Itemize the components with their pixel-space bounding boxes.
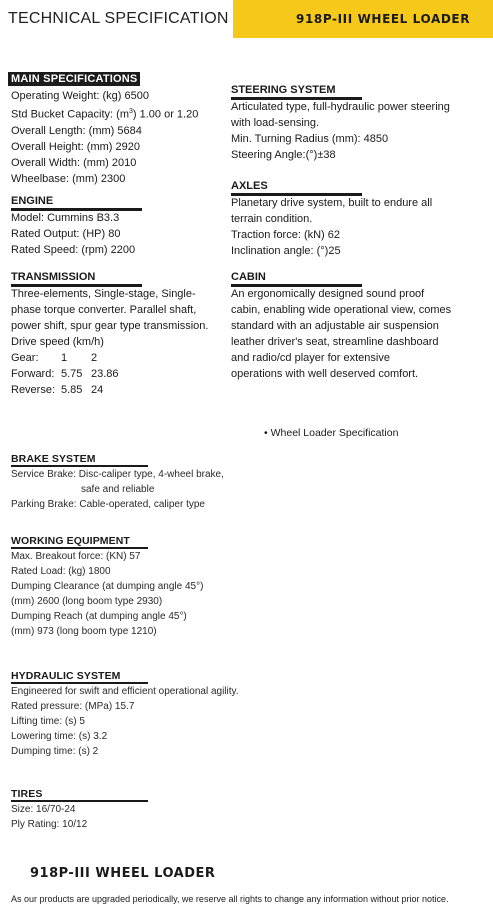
section-bullet	[264, 427, 398, 439]
spec-line: cabin, enabling wide operational view, comes	[231, 304, 452, 316]
spec-line: leather driver's seat, streamline dashboard	[231, 336, 439, 348]
model-name: 918P-III WHEEL LOADER	[296, 12, 471, 26]
spec-line: Service Brake: Disc-caliper type, 4-wheel brake,	[11, 469, 224, 480]
spec-line: Drive speed (km/h)	[11, 336, 104, 348]
gear-cell: 5.75	[61, 368, 83, 380]
spec-line: Rated pressure: (MPa) 15.7	[11, 701, 135, 712]
spec-line: Min. Turning Radius (mm): 4850	[231, 133, 389, 145]
main-specs-heading: MAIN SPECIFICATIONS	[8, 72, 140, 86]
gear-table	[11, 350, 131, 398]
spec-line: Max. Breakout force: (KN) 57	[11, 551, 141, 562]
spec-line: phase torque converter. Parallel shaft,	[11, 304, 197, 316]
spec-line: Parking Brake: Cable-operated, caliper type	[11, 499, 205, 510]
gear-cell: Reverse:	[11, 384, 56, 396]
spec-line: Lifting time: (s) 5	[11, 716, 85, 727]
cabin-heading: CABIN	[231, 271, 266, 283]
spec-line: Three-elements, Single-stage, Single-	[11, 288, 196, 300]
spec-line: with load-sensing.	[231, 117, 320, 129]
engine-heading: ENGINE	[11, 195, 54, 207]
axles-heading: AXLES	[231, 180, 268, 192]
cabin-text	[231, 286, 451, 382]
spec-line: terrain condition.	[231, 213, 313, 225]
hydraulic-heading: HYDRAULIC SYSTEM	[11, 670, 121, 682]
spec-line: standard with an adjustable air suspension	[231, 320, 439, 332]
working-list	[11, 549, 203, 639]
main-specs-list	[11, 88, 198, 187]
spec-line: An ergonomically designed sound proof	[231, 288, 425, 300]
spec-line: power shift, spur gear type transmission.	[11, 320, 209, 332]
bullet-icon: •	[264, 427, 268, 439]
steering-heading: STEERING SYSTEM	[231, 84, 336, 96]
gear-cell: 24	[91, 384, 104, 396]
spec-line: Lowering time: (s) 3.2	[11, 731, 108, 742]
spec-line: Size: 16/70-24	[11, 804, 76, 815]
spec-line: Overall Height: (mm) 2920	[11, 140, 140, 153]
gear-cell: 2	[91, 352, 98, 364]
spec-line: Operating Weight: (kg) 6500	[11, 90, 149, 102]
spec-line: Model: Cummins B3.3	[11, 212, 120, 224]
spec-line: Rated Speed: (rpm) 2200	[11, 244, 136, 256]
spec-line: Overall Width: (mm) 2010	[11, 156, 137, 169]
disclaimer: As our products are upgraded periodically, we reserve all rights to change any information without prior notice.	[11, 894, 449, 904]
spec-line: Dumping time: (s) 2	[11, 746, 99, 757]
spec-line: (mm) 973 (long boom type 1210)	[11, 626, 157, 637]
gear-cell: Gear:	[11, 352, 39, 364]
spec-line: (mm) 2600 (long boom type 2930)	[11, 596, 163, 607]
gear-cell: 23.86	[91, 368, 119, 380]
spec-line: Overall Length: (mm) 5684	[11, 124, 142, 137]
transmission-heading: TRANSMISSION	[11, 271, 96, 283]
bullet-label: Wheel Loader Specification	[270, 427, 399, 439]
gear-cell: 1	[61, 352, 68, 364]
spec-line: safe and reliable	[81, 484, 155, 495]
spec-line: Articulated type, full-hydraulic power steering	[231, 101, 450, 113]
footer-model-name: 918P-III WHEEL LOADER	[30, 866, 216, 881]
working-heading: WORKING EQUIPMENT	[11, 535, 130, 547]
spec-line: Steering Angle:(°)±38	[231, 149, 336, 161]
brake-heading: BRAKE SYSTEM	[11, 453, 96, 465]
spec-line: Wheelbase: (mm) 2300	[11, 172, 126, 185]
spec-line: and radio/cd player for extensive	[231, 352, 390, 364]
spec-line: Rated Load: (kg) 1800	[11, 566, 111, 577]
brake-list	[11, 467, 224, 512]
gear-cell: 5.85	[61, 384, 83, 396]
steering-list	[231, 99, 450, 163]
hydraulic-list	[11, 684, 239, 759]
spec-line: Dumping Clearance (at dumping angle 45°)	[11, 581, 204, 592]
spec-line: Planetary drive system, built to endure all	[231, 197, 433, 209]
page-title: TECHNICAL SPECIFICATION	[8, 10, 229, 27]
engine-list	[11, 210, 135, 258]
tires-heading: TIRES	[11, 788, 43, 800]
spec-line: Rated Output: (HP) 80	[11, 228, 121, 240]
transmission-text	[11, 286, 208, 350]
tires-list	[11, 802, 87, 832]
spec-line: operations with well deserved comfort.	[231, 368, 419, 380]
spec-line: Dumping Reach (at dumping angle 45°)	[11, 611, 187, 622]
spec-line: Engineered for swift and efficient operational agility.	[11, 686, 239, 697]
spec-line: Ply Rating: 10/12	[11, 819, 88, 830]
spec-line: Std Bucket Capacity: $(m^3)$ 1.00 or 1.20	[11, 108, 199, 121]
spec-line: Traction force: (kN) 62	[231, 229, 341, 241]
axles-list	[231, 195, 432, 259]
gear-cell: Forward:	[11, 368, 55, 380]
spec-line: Inclination angle: (°)25	[231, 245, 341, 257]
